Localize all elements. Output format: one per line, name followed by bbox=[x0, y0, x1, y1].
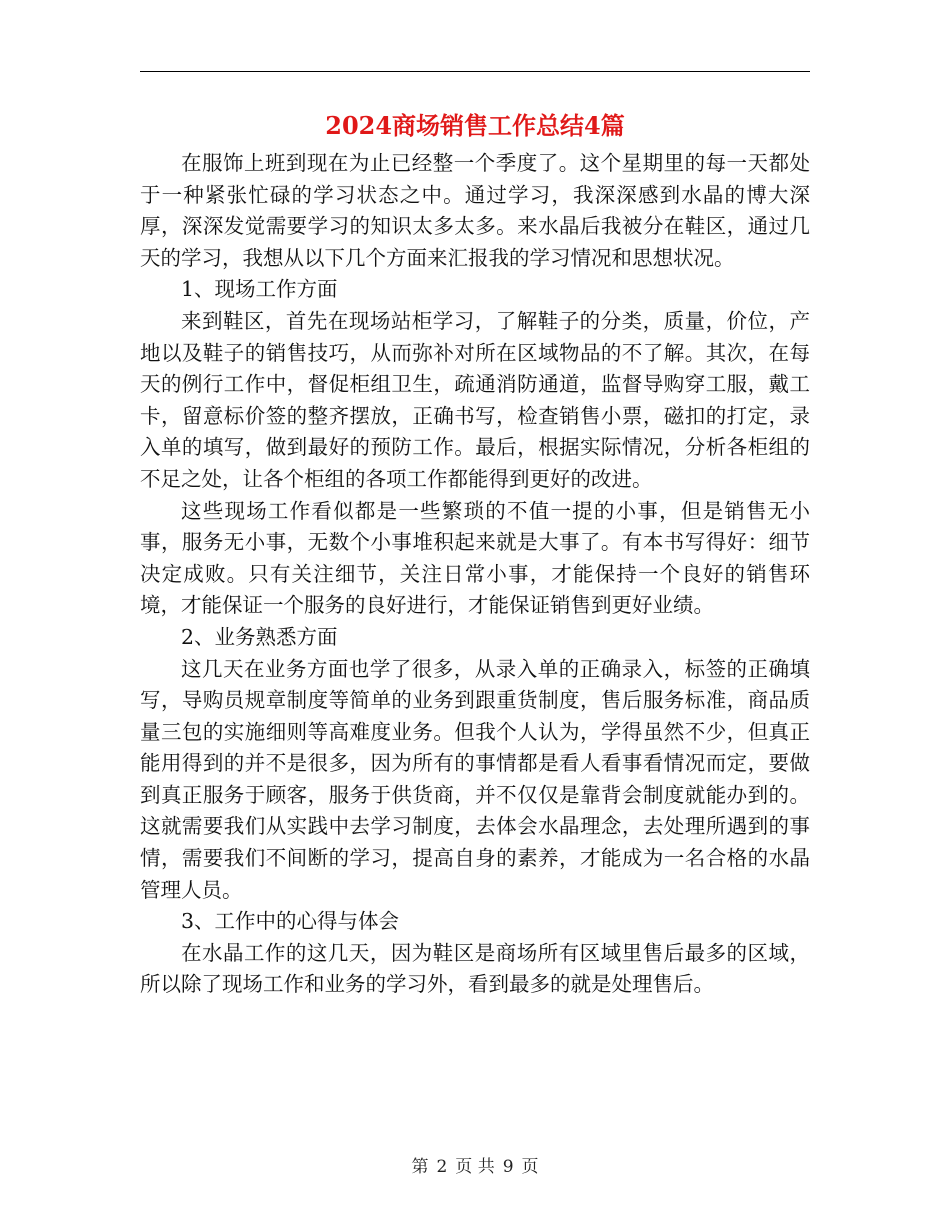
footer-current-page: 2 bbox=[436, 1157, 448, 1177]
paragraph-1a: 来到鞋区，首先在现场站柜学习，了解鞋子的分类，质量，价位，产地以及鞋子的销售技巧，从而弥补对所在区域物品的不了解。其次，在每天的例行工作中，督促柜组卫生，疏通消防通道，监督导购穿工服，戴工卡，留意标价签的整齐摆放，正确书写，检查销售小票，磁扣的打定，录入单的填写，做到最好的预防工作。最后，根据实际情况，分析各柜组的不足之处，让各个柜组的各项工作都能得到更好的改进。 bbox=[140, 308, 810, 491]
paragraph-2: 这几天在业务方面也学了很多，从录入单的正确录入，标签的正确填写，导购员规章制度等简单的业务到跟重货制度，售后服务标准，商品质量三包的实施细则等高难度业务。但我个人认为，学得虽然不少，但真正能用得到的并不是很多，因为所有的事情都是看人看事看情况而定，要做到真正服务于顾客，服务于供货商，并不仅仅是靠背会制度就能办到的。这就需要我们从实践中去学习制度，去体会水晶理念，去处理所遇到的事情，需要我们不间断的学习，提高自身的素养，才能成为一名合格的水晶管理人员。 bbox=[140, 656, 810, 902]
footer-suffix: 页 bbox=[521, 1157, 539, 1177]
section-heading-2: 2、业务熟悉方面 bbox=[181, 624, 338, 649]
document-title: 2024商场销售工作总结4篇 bbox=[325, 111, 625, 140]
footer-total-pages: 9 bbox=[502, 1157, 514, 1177]
section-heading-3: 3、工作中的心得与体会 bbox=[181, 909, 400, 934]
document-body bbox=[140, 148, 810, 1001]
paragraph-3: 在水晶工作的这几天，因为鞋区是商场所有区域里售后最多的区域，所以除了现场工作和业务的学习外，看到最多的就是处理售后。 bbox=[140, 940, 810, 997]
header-rule bbox=[140, 71, 810, 72]
page-footer bbox=[0, 1152, 950, 1177]
paragraph-1b: 这些现场工作看似都是一些繁琐的不值一提的小事，但是销售无小事，服务无小事，无数个小事堆积起来就是大事了。有本书写得好：细节决定成败。只有关注细节，关注日常小事，才能保持一个良好的销售环境，才能保证一个服务的良好进行，才能保证销售到更好业绩。 bbox=[140, 498, 810, 618]
paragraph-intro: 在服饰上班到现在为止已经整一个季度了。这个星期里的每一天都处于一种紧张忙碌的学习状态之中。通过学习，我深深感到水晶的博大深厚，深深发觉需要学习的知识太多太多。来水晶后我被分在鞋区，通过几天的学习，我想从以下几个方面来汇报我的学习情况和思想状况。 bbox=[140, 151, 810, 270]
section-heading-1: 1、现场工作方面 bbox=[181, 277, 338, 302]
footer-prefix: 第 bbox=[411, 1157, 429, 1177]
footer-middle: 页 共 bbox=[455, 1157, 495, 1177]
